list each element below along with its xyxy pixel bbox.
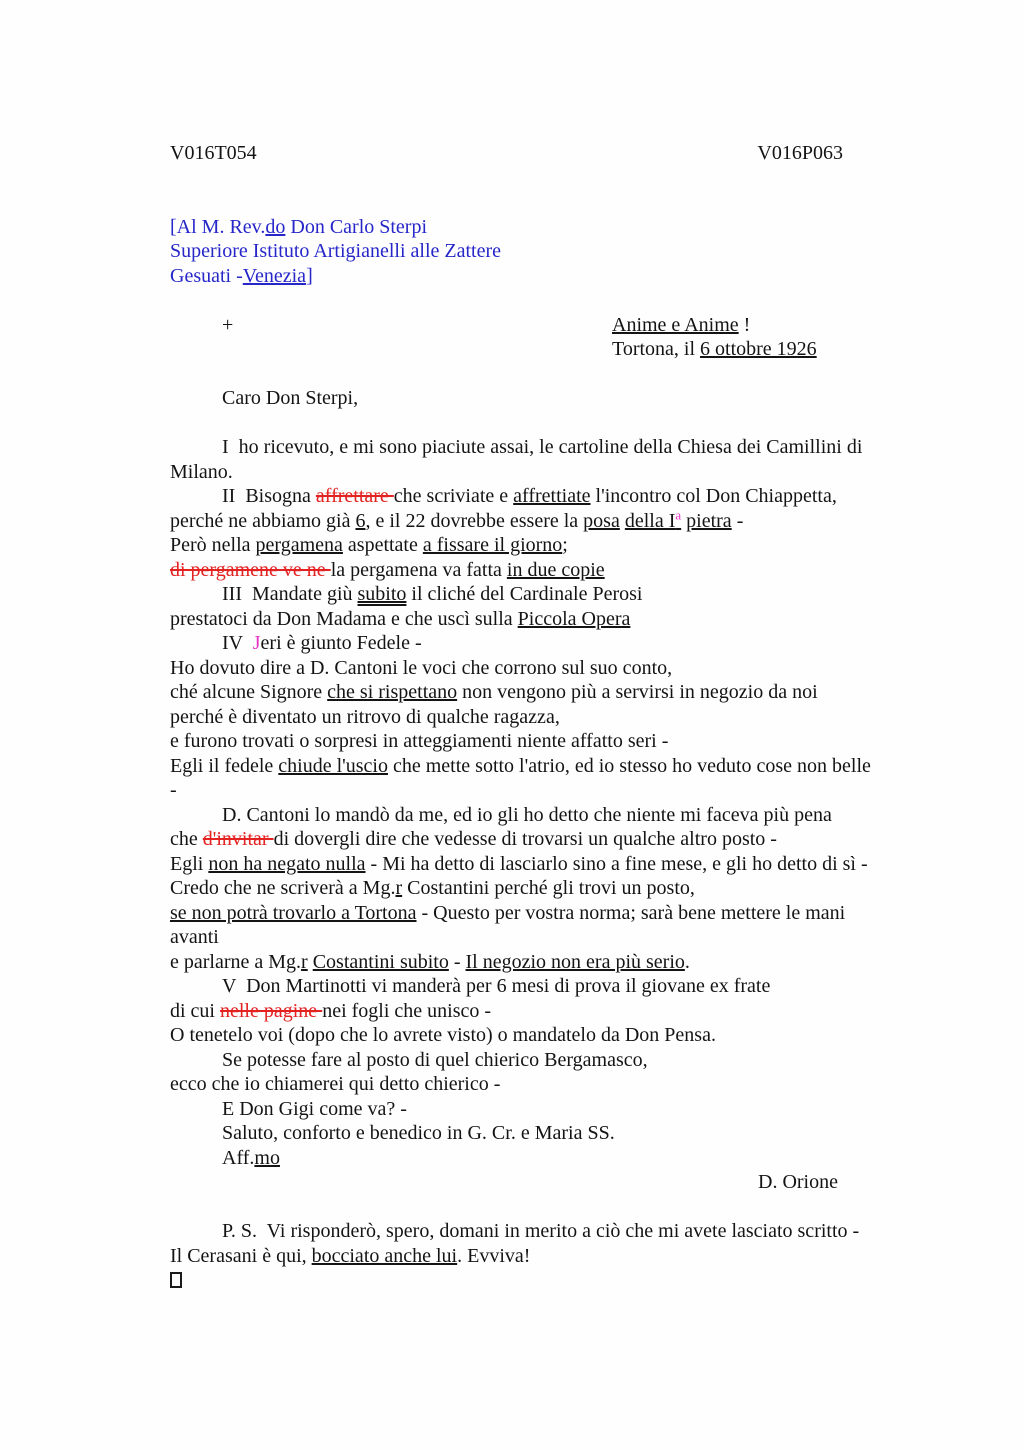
- blank-line: [170, 288, 910, 313]
- text-segment: .: [684, 950, 690, 973]
- text-segment: Gesuati -: [170, 264, 243, 287]
- text-segment: di cui: [170, 999, 220, 1022]
- body-line: [170, 901, 910, 926]
- text-segment: - Questo per vostra norma; sarà bene mettere le mani: [416, 901, 846, 924]
- text-segment: !: [738, 313, 751, 336]
- text-segment: avanti: [170, 926, 219, 948]
- text-segment: Il Cerasani è qui,: [170, 1244, 312, 1267]
- text-segment: r: [301, 950, 308, 973]
- text-segment: Costantini subito: [312, 950, 449, 973]
- text-segment: . Evviva!: [457, 1244, 531, 1267]
- text-segment: di pergamene ve ne: [170, 558, 331, 581]
- blank-line: [170, 1195, 910, 1220]
- text-segment: Ho dovuto dire a D. Cantoni le voci che corrono sul suo conto,: [170, 656, 673, 679]
- text-segment: IV: [222, 632, 253, 654]
- text-segment: e parlarne a Mg.: [170, 950, 302, 973]
- body-line: [170, 1048, 910, 1073]
- superscript-ordinal: a: [675, 506, 682, 522]
- body-line: [170, 1023, 910, 1048]
- text-segment: J: [252, 632, 261, 654]
- signature: [758, 1170, 838, 1195]
- postscript-line: [170, 1244, 910, 1269]
- text-segment: O tenetelo voi (dopo che lo avrete visto) o mandatelo da Don Pensa.: [170, 1024, 716, 1046]
- text-segment: non vengono più a servirsi in negozio da noi: [457, 681, 818, 703]
- doc-code-right: V016P063: [757, 142, 843, 164]
- text-segment: Se potesse fare al posto di quel chierico Bergamasco,: [222, 1048, 648, 1071]
- text-segment: ché alcune Signore: [170, 681, 328, 703]
- body-line: [170, 827, 910, 852]
- text-segment: +: [222, 313, 234, 336]
- body-line: [170, 852, 910, 877]
- text-segment: non ha negato nulla: [208, 852, 366, 875]
- text-segment: Egli: [170, 852, 209, 875]
- text-segment: Però nella: [170, 534, 256, 556]
- text-segment: Egli il fedele: [170, 754, 279, 777]
- text-segment: Saluto, conforto e benedico in G. Cr. e Maria SS.: [222, 1122, 615, 1144]
- cross-and-motto-line: [170, 313, 910, 338]
- text-segment: Venezia: [242, 264, 307, 287]
- text-segment: affrettare: [315, 485, 394, 507]
- address-block-line: [170, 239, 910, 264]
- text-segment: che scriviate e: [393, 485, 514, 507]
- body-line: [170, 680, 910, 705]
- text-segment: eri è giunto Fedele -: [260, 632, 422, 654]
- salutation: [170, 386, 910, 411]
- body-line: [170, 974, 910, 999]
- body-line: [170, 729, 910, 754]
- body-line: [170, 435, 910, 460]
- date-line: [170, 337, 910, 362]
- body-line: [170, 1072, 910, 1097]
- letter-body: [170, 166, 910, 1293]
- text-segment: Milano.: [170, 460, 233, 483]
- body-line: [170, 1121, 910, 1146]
- body-line: [170, 506, 910, 534]
- text-segment: P. S. Vi risponderò, spero, domani in merito a ciò che mi avete lasciato scritto -: [222, 1220, 860, 1242]
- body-line: [170, 705, 910, 730]
- postscript-line: [170, 1219, 910, 1244]
- text-segment: il cliché del Cardinale Perosi: [406, 583, 643, 605]
- body-line: [170, 533, 910, 558]
- text-segment: di dovergli dire che vedesse di trovarsi un qualche altro posto -: [273, 828, 777, 850]
- empty-checkbox-glyph: [170, 1272, 182, 1288]
- blank-line: [170, 411, 910, 436]
- body-line: [170, 754, 910, 779]
- text-segment: ;: [562, 534, 568, 556]
- text-segment: V Don Martinotti vi manderà per 6 mesi di prova il giovane ex frate: [222, 975, 771, 997]
- body-line: [170, 631, 910, 656]
- closing-formula: [170, 1146, 910, 1171]
- letter-content: [170, 141, 910, 1293]
- text-segment: Il negozio non era più serio: [465, 950, 685, 973]
- text-segment: r: [395, 877, 403, 899]
- blank-line: [170, 166, 910, 191]
- text-segment: D. Cantoni lo mandò da me, ed io gli ho detto che niente mi faceva più pena: [222, 803, 832, 826]
- body-line: [170, 925, 910, 950]
- signature-line: [170, 1170, 910, 1195]
- text-segment: bocciato anche lui: [311, 1244, 458, 1267]
- text-segment: nei fogli che unisco -: [322, 999, 492, 1022]
- motto: [612, 313, 750, 338]
- text-segment: la pergamena va fatta: [330, 558, 507, 581]
- text-segment: perché ne abbiamo già: [170, 509, 356, 532]
- body-line: [170, 778, 910, 803]
- text-segment: 6: [355, 509, 366, 532]
- text-segment: Aff.: [222, 1146, 255, 1169]
- text-segment: Credo che ne scriverà a Mg.: [170, 877, 396, 899]
- text-segment: affrettiate: [513, 485, 591, 507]
- body-line: [170, 582, 910, 607]
- text-segment: che si rispettano: [327, 681, 458, 703]
- text-segment: che mette sotto l'atrio, ed io stesso ho veduto cose non belle: [387, 754, 871, 777]
- text-segment: pergamena: [255, 534, 343, 556]
- text-segment: se non potrà trovarlo a Tortona: [170, 901, 417, 924]
- place-date: [612, 337, 817, 362]
- text-segment: in due copie: [506, 558, 605, 581]
- text-segment: Tortona, il: [612, 338, 701, 360]
- text-segment: Don Carlo Sterpi: [285, 215, 428, 238]
- text-segment: pietra: [686, 509, 732, 532]
- text-segment: aspettate: [342, 534, 423, 556]
- text-segment: d'invitar: [202, 828, 274, 850]
- text-segment: do: [265, 215, 286, 238]
- text-segment: Caro Don Sterpi,: [222, 387, 359, 409]
- body-line: [170, 803, 910, 828]
- text-segment: nelle pagine: [220, 999, 323, 1022]
- text-segment: chiude l'uscio: [278, 754, 388, 777]
- text-segment: -: [731, 509, 744, 532]
- text-segment: e furono trovati o sorpresi in atteggiamenti niente affatto seri -: [170, 730, 669, 752]
- body-line: [170, 999, 910, 1024]
- text-segment: posa: [583, 509, 620, 532]
- body-line: [170, 950, 910, 975]
- address-block-line: [170, 264, 910, 289]
- body-line: [170, 1097, 910, 1122]
- text-segment: -: [448, 950, 466, 973]
- text-segment: che: [170, 828, 203, 850]
- text-segment: Costantini perché gli trovi un posto,: [402, 877, 695, 899]
- text-segment: II Bisogna: [222, 485, 316, 507]
- text-segment: Piccola Opera: [517, 607, 631, 630]
- text-segment: E Don Gigi come va? -: [222, 1097, 407, 1120]
- body-line: [170, 607, 910, 632]
- text-segment: a fissare il giorno: [422, 534, 563, 556]
- text-segment: Superiore Istituto Artigianelli alle Zattere: [170, 240, 502, 262]
- text-segment: ]: [306, 264, 313, 287]
- body-line: [170, 460, 910, 485]
- text-segment: I ho ricevuto, e mi sono piaciute assai, le cartoline della Chiesa dei Camillini di: [222, 436, 863, 458]
- doc-code-left: V016T054: [170, 142, 257, 164]
- text-segment: III Mandate giù: [222, 583, 358, 605]
- body-line: [170, 656, 910, 681]
- text-segment: della $I^a$: [624, 506, 682, 532]
- text-segment: [Al M. Rev.: [170, 215, 266, 238]
- text-segment: prestatoci da Don Madama e che uscì sulla: [170, 607, 518, 630]
- text-segment: - Mi ha detto di lasciarlo sino a fine mese, e gli ho detto di sì -: [365, 852, 868, 875]
- glyph-line: [170, 1268, 910, 1293]
- body-line: [170, 484, 910, 509]
- text-segment: ecco che io chiamerei qui detto chierico -: [170, 1073, 501, 1095]
- text-segment: D. Orione: [758, 1171, 838, 1193]
- text-segment: perché è diventato un ritrovo di qualche ragazza,: [170, 705, 560, 728]
- body-line: [170, 558, 910, 583]
- text-segment: Anime e Anime: [612, 313, 739, 336]
- text-segment: , e il 22 dovrebbe essere la: [365, 509, 584, 532]
- body-line: [170, 876, 910, 901]
- text-segment: l'incontro col Don Chiappetta,: [590, 485, 837, 507]
- blank-line: [170, 190, 910, 215]
- address-block-line: [170, 215, 910, 240]
- text-segment: -: [170, 779, 177, 801]
- text-segment: mo: [254, 1146, 280, 1169]
- text-segment: 6 ottobre 1926: [700, 338, 817, 360]
- text-segment: subito: [357, 583, 407, 605]
- blank-line: [170, 362, 910, 387]
- doc-header: [170, 141, 843, 166]
